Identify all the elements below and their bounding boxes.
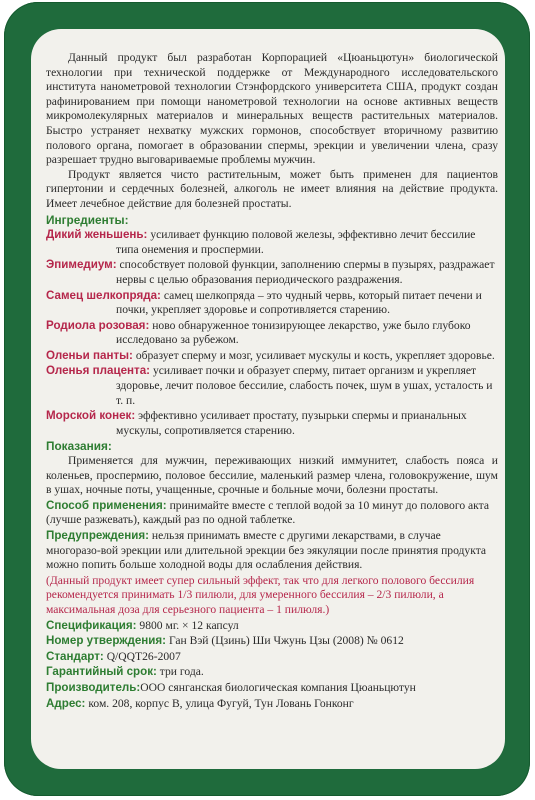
text-panel — [31, 29, 505, 769]
ingredient-name: Оленьи панты: — [46, 348, 133, 362]
spec-label: Спецификация: — [46, 618, 137, 632]
ingredient-text: самец шелкопряда – это чудный червь, который питает печени и почки, укрепляет здоровье и сопротивляется старению. — [116, 288, 482, 317]
ingredient-text: образует сперму и мозг, усиливает мускулы и кость, укрепляет здоровье. — [135, 348, 495, 362]
ingredient-item — [46, 349, 498, 364]
ingredient-item — [46, 409, 498, 438]
ingredient-text: усиливает почки и образует сперму, питает организм и укрепляет здоровье, лечит половое бессилие, слабость почек, шум в ушах, усталость и т. п. — [116, 364, 493, 407]
warnings — [46, 529, 498, 573]
standard — [46, 650, 498, 665]
ingredient-name: Эпимедиум: — [46, 258, 117, 272]
warranty-value: три года. — [159, 665, 204, 679]
standard-label: Стандарт: — [46, 649, 104, 663]
content — [46, 51, 498, 712]
usage-label: Способ применения: — [46, 498, 167, 512]
approval-value: Ган Вэй (Цзинь) Ши Чжунь Цзы (2008) № 0612 — [168, 634, 404, 648]
intro-paragraph: Данный продукт был разработан Корпорацией «Цюаньцютун» биологической технологии при технической поддержке от Международного исследовательского института нанометровой технологии Стэнфордского университета США, продукт создан рафинированием при помощи нанометровой технологии на основе активных веществ микромолекулярных материалов и минеральных веществ растительных материалов. Быстро устраняет нехватку мужских гормонов, способствует вторичному развитию полового органа, помогает в образовании спермы, эрекции и увеличении члена, сразу разрешает трудно выговариваемые проблемы мужчин. — [46, 51, 498, 167]
specification — [46, 619, 498, 634]
warnings-text: нельзя принимать вместе с другими лекарствами, в случае многоразо-вой эрекции или длительной эрекции без эякуляции после принятия продукта можно попить больше холодной воды для ослабления действия. — [46, 529, 487, 572]
manufacturer — [46, 681, 498, 696]
ingredient-item — [46, 228, 498, 257]
manufacturer-label: Производитель: — [46, 680, 141, 694]
ingredient-item — [46, 258, 498, 287]
ingredient-name: Самец шелкопряда: — [46, 288, 161, 302]
intro-paragraph: Продукт является чисто растительным, может быть применен для пациентов гипертонии и сердечных болезней, алкоголь не имеет влияния на действие продукта. Имеет лечебное действие для болезней простаты. — [46, 167, 498, 210]
ingredient-text: ново обнаруженное тонизирующее лекарство, уже было глубоко исследовано за рубежом. — [116, 318, 471, 347]
spec-value: 9800 мг. × 12 капсул — [139, 618, 239, 632]
ingredient-name: Морской конек: — [46, 409, 136, 423]
ingredients-title: Ингредиенты: — [46, 212, 129, 227]
usage — [46, 499, 498, 528]
intro — [46, 51, 498, 212]
ingredient-item — [46, 289, 498, 318]
ingredient-item — [46, 364, 498, 408]
warnings-label: Предупреждения: — [46, 529, 149, 542]
address — [46, 697, 498, 712]
warranty-label: Гарантийный срок: — [46, 665, 157, 679]
indications-text: Применяется для мужчин, переживающих низкий иммунитет, слабость пояса и коленьев, проспермию, половое бессилие, маленький размер члена, головокружение, шум в ушах, ночные поты, учащенные, срочные и больные мочи, болезни простаты. — [46, 454, 498, 497]
ingredient-name: Родиола розовая: — [46, 318, 150, 332]
address-label: Адрес: — [46, 696, 86, 710]
address-value: ком. 208, корпус В, улица Фугуй, Тун Ловань Гонконг — [88, 696, 354, 710]
ingredient-text: способствует половой функции, заполнению спермы в пузырях, раздражает нервы с целью образования периодического раздражения. — [116, 258, 495, 286]
ingredient-item — [46, 319, 498, 348]
approval-label: Номер утверждения: — [46, 634, 167, 648]
ingredient-text: эффективно усиливает простату, пузырьки спермы и прианальных мускулы, сопротивляется старению. — [116, 409, 467, 437]
warranty — [46, 665, 498, 680]
indications-title: Показания: — [46, 439, 112, 454]
ingredient-name: Дикий женьшень: — [46, 228, 148, 242]
package-card — [4, 2, 530, 796]
standard-value: Q/QQT26-2007 — [106, 649, 181, 663]
manufacturer-value: ООО сянганская биологическая компания Цюаньцютун — [140, 680, 416, 694]
dosage-note: (Данный продукт имеет супер сильный эффект, так что для легкого полового бессилия рекомендуется принимать 1/3 пилюли, для умеренного бессилия – 2/3 пилюли, а максимальная доза для серьезного пациента – 1 пилюля.) — [46, 573, 475, 616]
ingredient-name: Оленья плацента: — [46, 364, 151, 378]
usage-text: принимайте вместе с теплой водой за 10 минут до полового акта (лучше разжевать), каждый раз по одной таблетке. — [46, 498, 490, 527]
ingredient-text: усиливает функцию половой железы, эффективно лечит бессилие типа онемения и проспермии. — [116, 228, 476, 256]
approval-number — [46, 634, 498, 649]
